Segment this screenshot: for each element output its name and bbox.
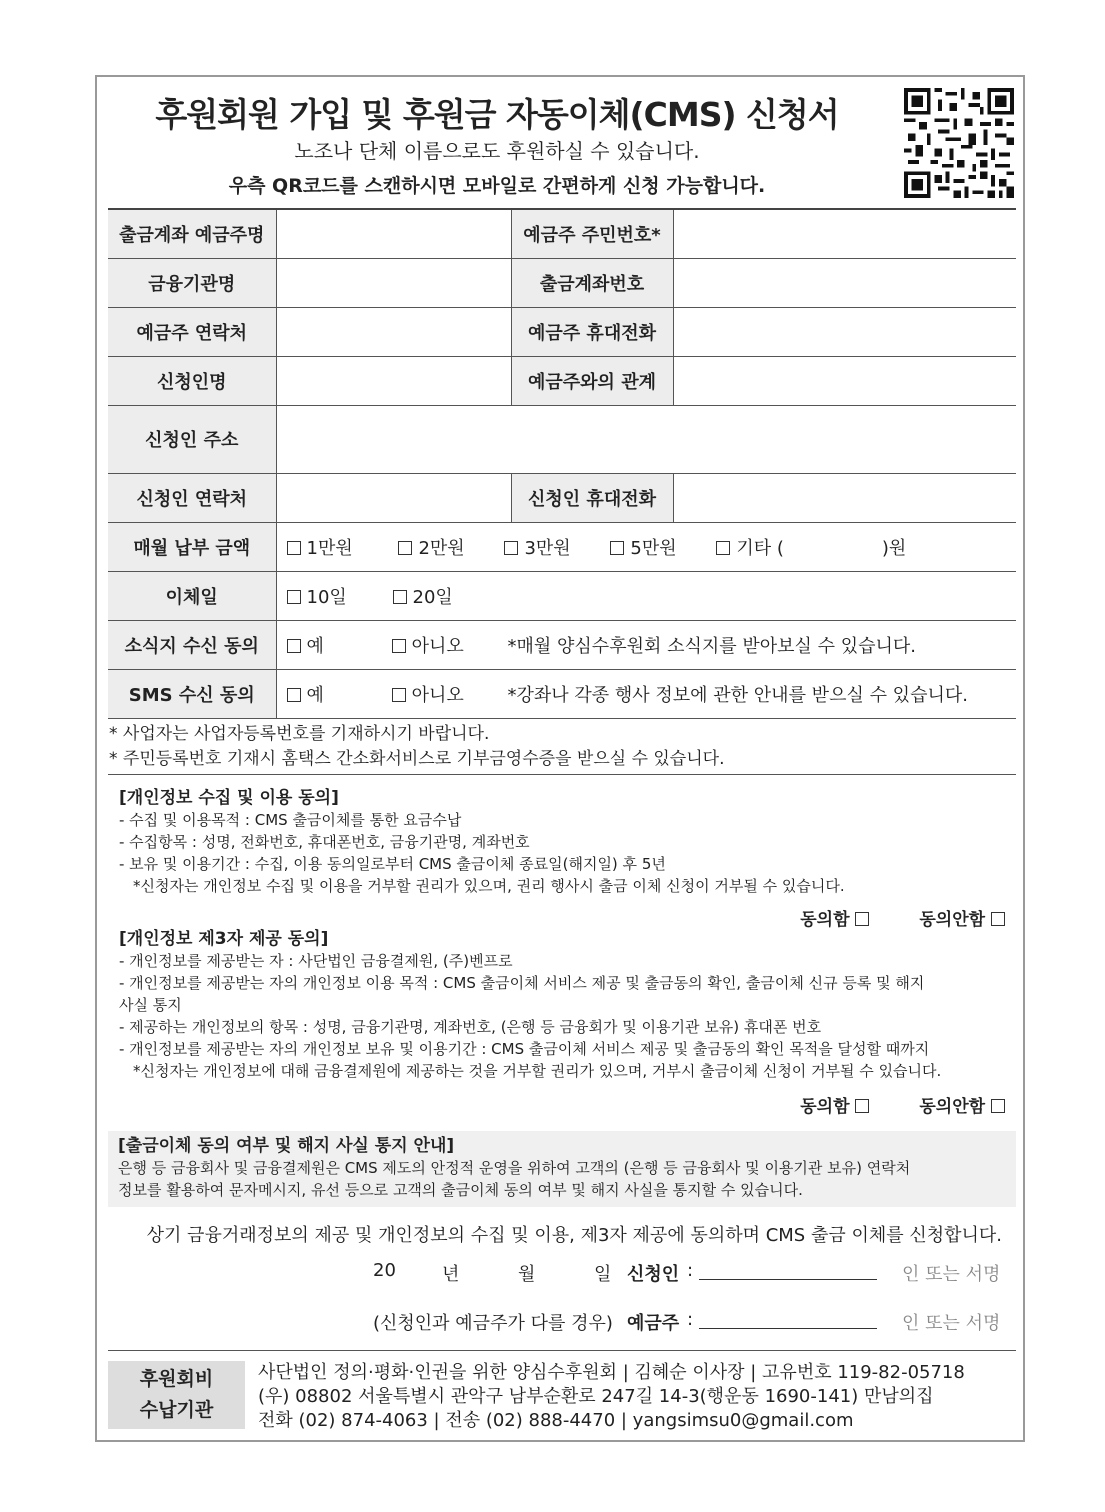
third-party-line: - 개인정보를 제공받는 자의 개인정보 이용 목적 : CMS 출금이체 서비스 제공 및 출금동의 확인, 출금이체 신규 등록 및 해지 — [119, 974, 925, 992]
newsletter-options — [276, 620, 1016, 669]
sms-yes[interactable]: 예 — [287, 681, 324, 707]
label-holder-contact: 예금주 연락처 — [108, 307, 276, 356]
relation-field[interactable] — [673, 356, 1016, 405]
checkbox-icon[interactable] — [991, 912, 1005, 926]
checkbox-icon[interactable] — [716, 541, 730, 555]
notice-line: 정보를 활용하여 문자메시지, 유선 등으로 고객의 출금이체 동의 여부 및 해지 사실을 통지할 수 있습니다. — [118, 1181, 803, 1199]
footer-line: 사단법인 정의·평화·인권을 위한 양심수후원회 | 김혜순 이사장 | 고유번호 119-82-05718 — [258, 1362, 965, 1383]
applicant-seal-hint: 인 또는 서명 — [902, 1264, 1001, 1285]
sign-day-unit: 일 — [594, 1264, 612, 1285]
checkbox-icon[interactable] — [287, 590, 301, 604]
note-rrn: * 주민등록번호 기재시 홈택스 간소화서비스로 기부금영수증을 받으실 수 있습니다. — [109, 749, 725, 769]
label-holder-mobile: 예금주 휴대전화 — [511, 307, 673, 356]
label-relation: 예금주와의 관계 — [511, 356, 673, 405]
privacy-section — [119, 787, 1009, 897]
privacy-line: - 수집 및 이용목적 : CMS 출금이체를 통한 요금수납 — [119, 811, 462, 829]
account-number-field[interactable] — [673, 258, 1016, 307]
bank-name-field[interactable] — [276, 258, 511, 307]
label-transfer-day: 이체일 — [108, 571, 276, 620]
amount-option-other[interactable]: 기타 ( )원 — [716, 534, 906, 560]
footer-info — [258, 1361, 965, 1433]
label-newsletter: 소식지 수신 동의 — [108, 620, 276, 669]
sign-year: 20 — [373, 1260, 396, 1281]
sms-options — [276, 669, 1016, 718]
checkbox-icon[interactable] — [398, 541, 412, 555]
checkbox-icon[interactable] — [855, 912, 869, 926]
amount-options — [276, 522, 1016, 571]
privacy-agree-row — [756, 905, 1005, 930]
day-option[interactable]: 20일 — [393, 583, 453, 609]
label-applicant-mobile: 신청인 휴대전화 — [511, 473, 673, 522]
application-table — [108, 208, 1016, 719]
third-party-disagree[interactable]: 동의안함 — [897, 1097, 1005, 1117]
third-party-title: [개인정보 제3자 제공 동의] — [119, 929, 329, 949]
label-bank-name: 금융기관명 — [108, 258, 276, 307]
label-account-holder: 출금계좌 예금주명 — [108, 209, 276, 258]
third-party-agree-row — [756, 1092, 1005, 1117]
checkbox-icon[interactable] — [393, 590, 407, 604]
third-party-line: 사실 통지 — [119, 996, 182, 1014]
amount-option[interactable]: 2만원 — [398, 534, 464, 560]
amount-option[interactable]: 5만원 — [610, 534, 676, 560]
amount-option[interactable]: 1만원 — [287, 534, 353, 560]
subtitle-qr: 우측 QR코드를 스캔하시면 모바일로 간편하게 신청 가능합니다. — [228, 175, 766, 197]
holder-signature-line[interactable] — [699, 1311, 877, 1329]
checkbox-icon[interactable] — [287, 639, 301, 653]
third-party-section — [119, 928, 1009, 1082]
label-account-number: 출금계좌번호 — [511, 258, 673, 307]
third-party-line: - 개인정보를 제공받는 자 : 사단법인 금융결제원, (주)벤프로 — [119, 952, 513, 970]
consent-statement: 상기 금융거래정보의 제공 및 개인정보의 수집 및 이용, 제3자 제공에 동의하며 CMS 출금 이체를 신청합니다. — [146, 1225, 1002, 1246]
checkbox-icon[interactable] — [287, 688, 301, 702]
applicant-name-field[interactable] — [276, 356, 511, 405]
label-applicant-contact: 신청인 연락처 — [108, 473, 276, 522]
third-party-line: *신청자는 개인정보에 대해 금융결제원에 제공하는 것을 거부할 권리가 있으며, 거부시 출금이체 신청이 거부될 수 있습니다. — [133, 1062, 942, 1080]
sign-diff-note: (신청인과 예금주가 다를 경우) — [373, 1313, 613, 1334]
applicant-address-field[interactable] — [276, 405, 1016, 473]
divider — [108, 774, 1016, 775]
newsletter-yes[interactable]: 예 — [287, 632, 324, 658]
note-business: * 사업자는 사업자등록번호를 기재하시기 바랍니다. — [109, 724, 490, 744]
sms-no[interactable]: 아니오 — [392, 681, 464, 707]
day-options — [276, 571, 1016, 620]
checkbox-icon[interactable] — [287, 541, 301, 555]
footer-line: (우) 08802 서울특별시 관악구 남부순환로 247길 14-3(행운동 1690-141) 만남의집 — [258, 1386, 934, 1407]
label-applicant-address: 신청인 주소 — [108, 405, 276, 473]
newsletter-no[interactable]: 아니오 — [392, 632, 464, 658]
subtitle-group: 노조나 단체 이름으로도 후원하실 수 있습니다. — [294, 139, 700, 163]
day-option[interactable]: 10일 — [287, 583, 347, 609]
amount-option[interactable]: 3만원 — [504, 534, 570, 560]
label-monthly-amount: 매월 납부 금액 — [108, 522, 276, 571]
privacy-line: - 수집항목 : 성명, 전화번호, 휴대폰번호, 금융기관명, 계좌번호 — [119, 833, 530, 851]
label-holder-rrn: 예금주 주민번호* — [511, 209, 673, 258]
account-holder-field[interactable] — [276, 209, 511, 258]
qr-code-icon[interactable] — [904, 88, 1014, 198]
holder-sign-row — [97, 1309, 1025, 1339]
sign-month-unit: 월 — [518, 1264, 536, 1285]
applicant-mobile-field[interactable] — [673, 473, 1016, 522]
holder-rrn-field[interactable] — [673, 209, 1016, 258]
applicant-sign-row — [97, 1260, 1025, 1290]
label-applicant-name: 신청인명 — [108, 356, 276, 405]
divider — [108, 1350, 1016, 1351]
newsletter-note: *매월 양심수후원회 소식지를 받아보실 수 있습니다. — [507, 635, 917, 657]
privacy-line: - 보유 및 이용기간 : 수집, 이용 동의일로부터 CMS 출금이체 종료일(해지일) 후 5년 — [119, 855, 666, 873]
checkbox-icon[interactable] — [504, 541, 518, 555]
checkbox-icon[interactable] — [610, 541, 624, 555]
applicant-signature-line[interactable] — [699, 1262, 877, 1280]
holder-mobile-field[interactable] — [673, 307, 1016, 356]
notice-line: 은행 등 금융회사 및 금융결제원은 CMS 제도의 안정적 운영을 위하여 고객의 (은행 등 금융회사 및 이용기관 보유) 연락처 — [118, 1159, 911, 1177]
sign-holder-label: 예금주 — [627, 1313, 680, 1334]
applicant-contact-field[interactable] — [276, 473, 511, 522]
notice-title: [출금이체 동의 여부 및 해지 사실 통지 안내] — [118, 1136, 455, 1156]
third-party-line: - 개인정보를 제공받는 자의 개인정보 보유 및 이용기간 : CMS 출금이체 서비스 제공 및 출금동의 확인 목적을 달성할 때까지 — [119, 1040, 930, 1058]
sign-colon: : — [687, 1309, 694, 1330]
checkbox-icon[interactable] — [392, 639, 406, 653]
third-party-agree[interactable]: 동의함 — [778, 1097, 869, 1117]
sms-note: *강좌나 각종 행사 정보에 관한 안내를 받으실 수 있습니다. — [507, 684, 968, 706]
label-sms: SMS 수신 동의 — [108, 669, 276, 718]
privacy-agree[interactable]: 동의함 — [778, 910, 869, 930]
privacy-line: *신청자는 개인정보 수집 및 이용을 거부할 권리가 있으며, 권리 행사시 출금 이체 신청이 거부될 수 있습니다. — [133, 877, 845, 895]
application-form — [95, 75, 1025, 1442]
sign-colon: : — [687, 1260, 694, 1281]
sign-year-unit: 년 — [442, 1264, 460, 1285]
checkbox-icon[interactable] — [392, 688, 406, 702]
checkbox-icon[interactable] — [855, 1099, 869, 1113]
sign-applicant-label: 신청인 — [627, 1264, 680, 1285]
third-party-line: - 제공하는 개인정보의 항목 : 성명, 금융기관명, 계좌번호, (은행 등 금융회가 및 이용기관 보유) 휴대폰 번호 — [119, 1018, 822, 1036]
holder-contact-field[interactable] — [276, 307, 511, 356]
footer-label: 후원회비 수납기관 — [108, 1361, 245, 1429]
privacy-disagree[interactable]: 동의안함 — [897, 910, 1005, 930]
privacy-title: [개인정보 수집 및 이용 동의] — [119, 788, 339, 808]
withdrawal-notice — [108, 1131, 1016, 1207]
footer-line: 전화 (02) 874-4063 | 전송 (02) 888-4470 | yangsimsu0@gmail.com — [258, 1410, 854, 1431]
holder-seal-hint: 인 또는 서명 — [902, 1313, 1001, 1334]
page-title: 후원회원 가입 및 후원금 자동이체(CMS) 신청서 — [155, 95, 839, 134]
checkbox-icon[interactable] — [991, 1099, 1005, 1113]
